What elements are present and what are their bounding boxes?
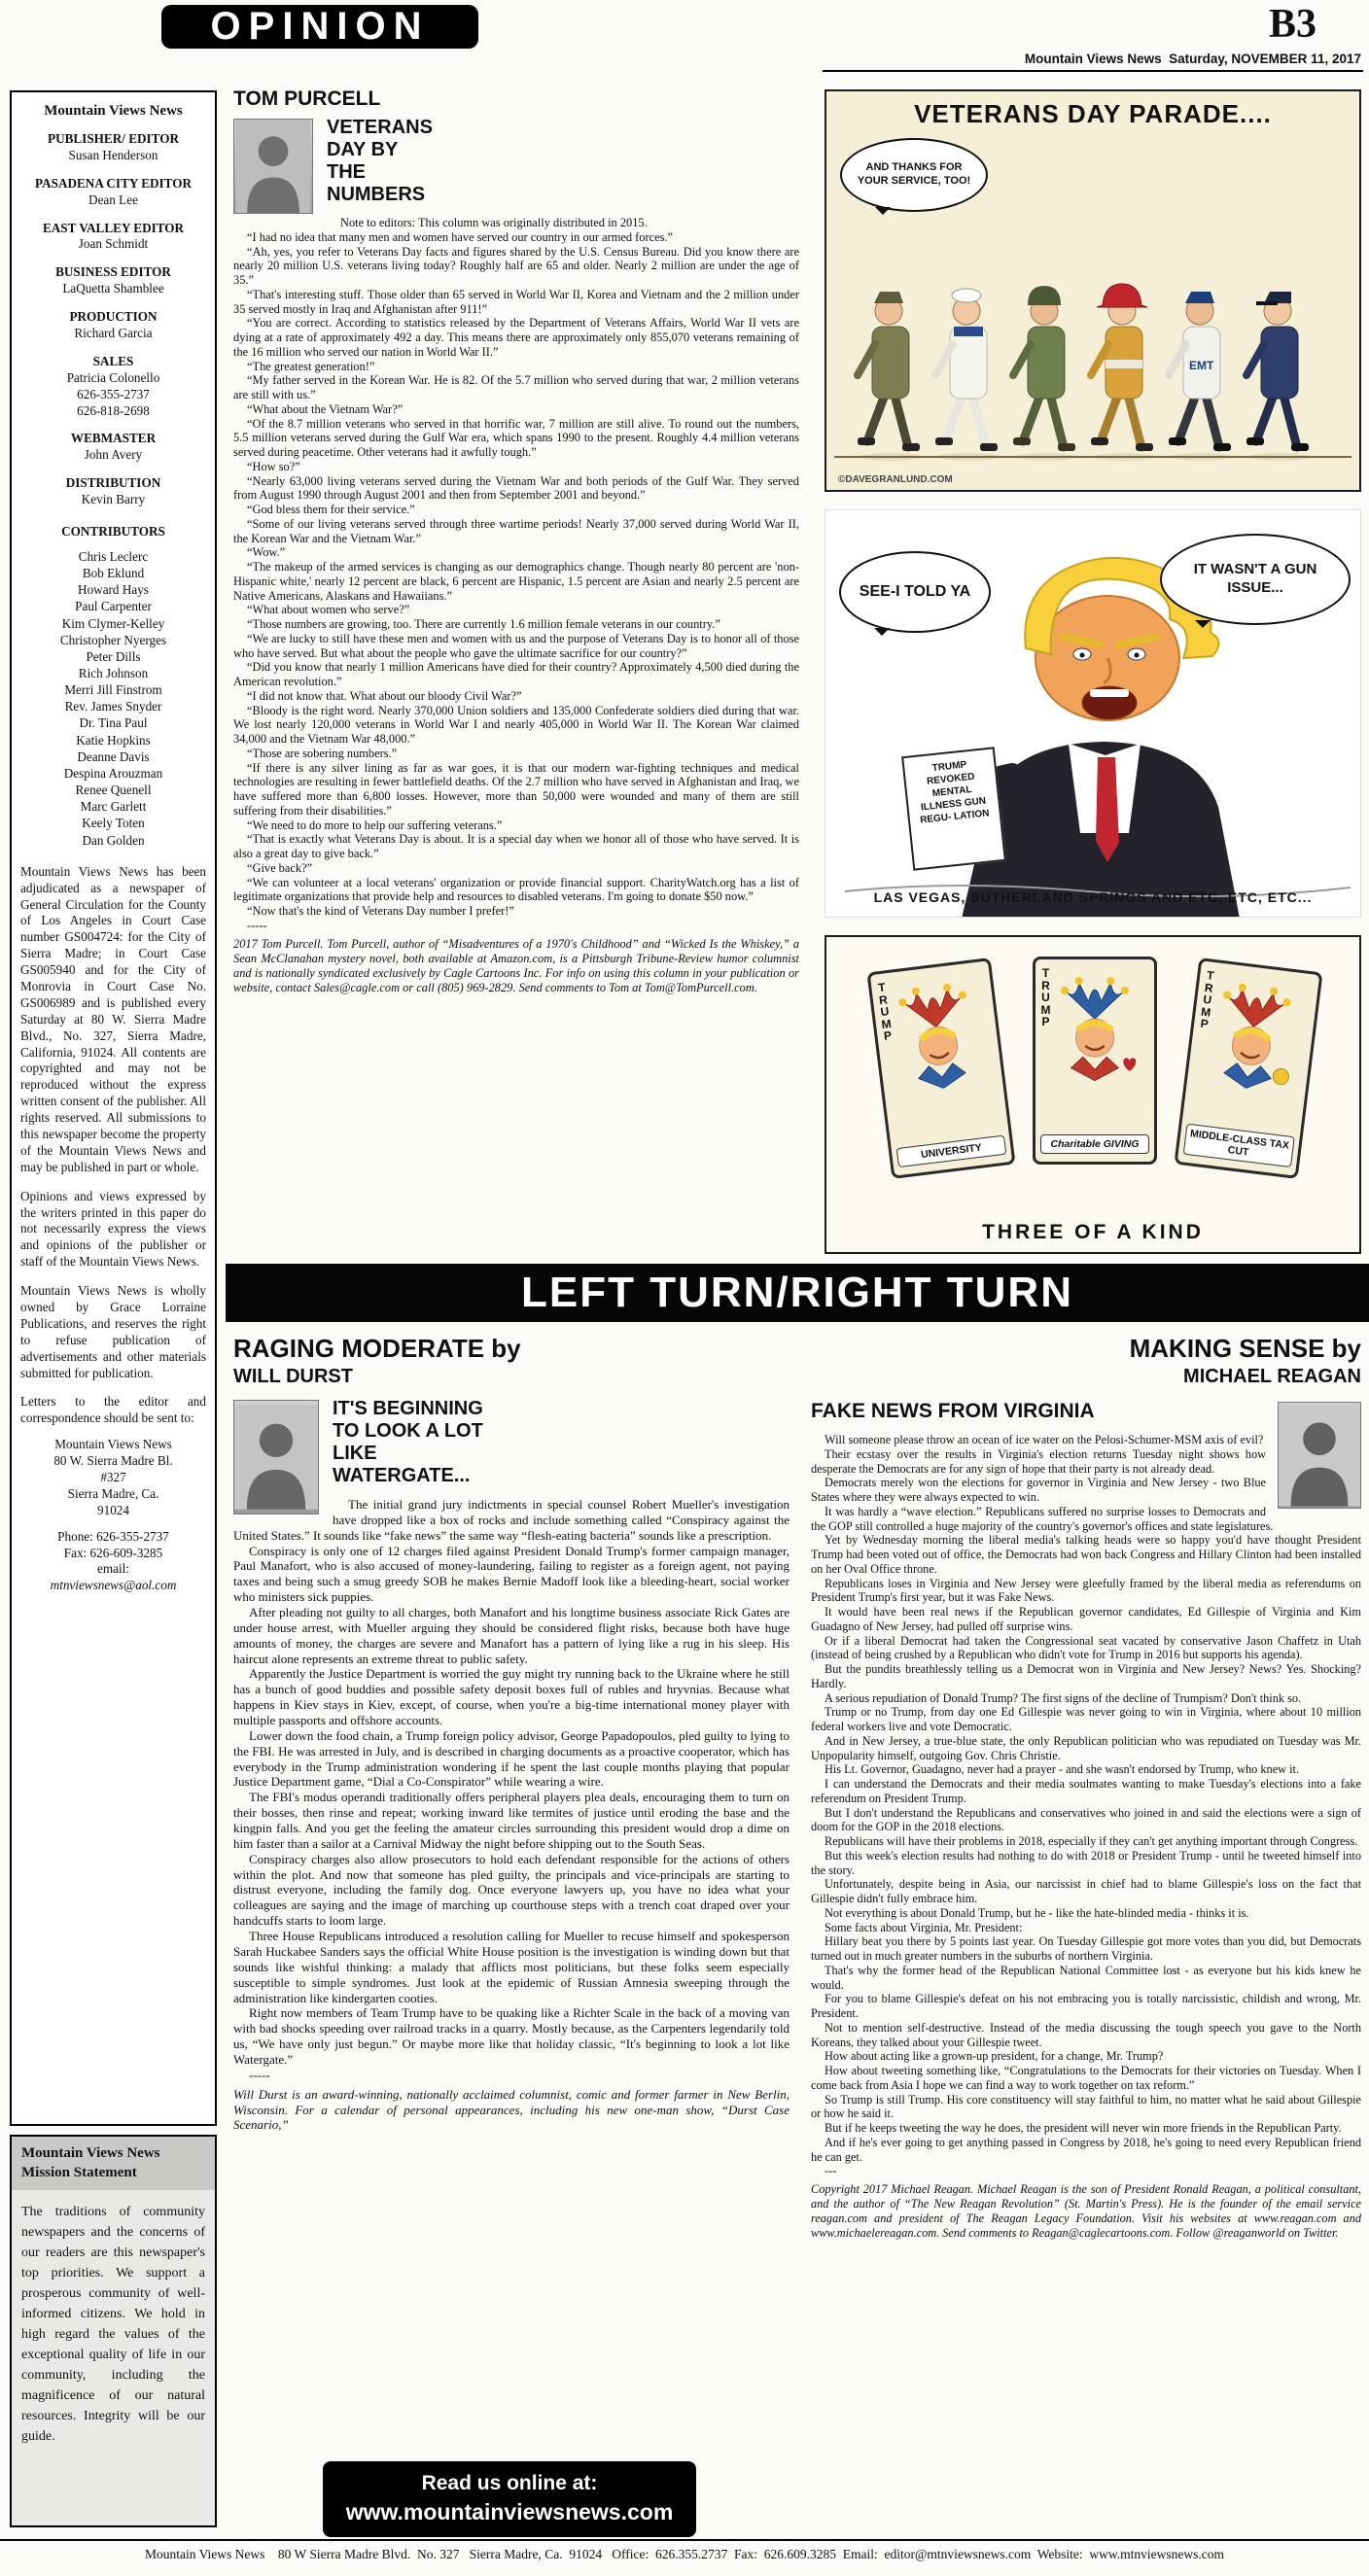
article-paragraph: Not to mention self-destructive. Instead of the media discussing the tough speech you gave to the North Koreans, they talked about your Gillespie tweet.	[811, 2020, 1361, 2049]
contributors-heading: CONTRIBUTORS	[61, 524, 165, 540]
card-label: UNIVERSITY	[896, 1135, 1007, 1168]
article-paragraph: “We are lucky to still have these men and women with us and the purpose of Veterans Day is to honor all of those who have served. But what about the people who gave the ultimate sacrifice for our country?”	[233, 631, 799, 660]
card-label: Charitable GIVING	[1040, 1134, 1149, 1154]
online-promo-label: Read us online at:	[421, 2472, 598, 2494]
opinion-section-banner: OPINION	[161, 5, 478, 49]
contributor-name: Rev. James Snyder	[64, 699, 162, 714]
staff-names	[20, 370, 206, 420]
article-paragraph: “We need to do more to help our suffering veterans.”	[247, 818, 503, 832]
parade-caption: VETERANS DAY PARADE....	[914, 99, 1272, 128]
article-paragraph: “That's interesting stuff. Those older than 65 served in World War II, Korea and Vietnam and the 2 million under 35 served mostly in Iraq and Afghanistan after 911!”	[233, 287, 799, 316]
article-paragraph: “My father served in the Korean War. He is 82. Of the 5.7 million who served during that war, 2 million veterans are still with us.”	[233, 373, 799, 401]
staff-name: Susan Henderson	[68, 147, 158, 162]
durst-bio: Will Durst is an award-winning, nationally acclaimed columnist, comic and former farmer in New Berlin, Wisconsin. For a calendar of personal appearances, including his new one-man show, “Durst Case Scenario,”	[233, 2086, 790, 2133]
article-paragraph: Hillary beat you there by 5 points last year. On Tuesday Gillespie got more votes than you did, but Democrats turned out in much greater numbers in the suburbs of northern Virginia.	[811, 1934, 1361, 1964]
purcell-headshot	[233, 119, 313, 214]
reagan-headshot	[1278, 1402, 1361, 1509]
page-footer: Mountain Views News 80 W Sierra Madre Blvd. No. 327 Sierra Madre, Ca. 91024 Office: 626.355.2737 Fax: 626.609.3285 Email: editor@mtnviewsnews.com Website: www.mtnviewsnews.com	[144, 2547, 1224, 2561]
headshot-silhouette	[234, 120, 312, 213]
trump-speech-bubble-right: IT WASN'T A GUN ISSUE...	[1160, 534, 1351, 625]
article-paragraph: “How so?”	[247, 459, 300, 473]
cartoonist-signature: ©DAVEGRANLUND.COM	[838, 474, 953, 485]
card-trump-word: TRUMP	[877, 980, 893, 1044]
headshot-silhouette	[234, 1401, 318, 1514]
read-online-promo	[323, 2461, 696, 2537]
staff-role: EAST VALLEY EDITOR	[42, 220, 185, 235]
trump-speech-bubble-left: SEE-I TOLD YA	[839, 551, 991, 633]
contributor-name: Chris Leclerc	[78, 548, 149, 564]
staff-name: Kevin Barry	[81, 492, 146, 507]
page-number: B3	[1268, 2, 1316, 47]
purcell-column	[233, 87, 799, 1260]
joker-card-charitable-giving	[1033, 957, 1157, 1165]
mission-statement-box	[10, 2135, 217, 2527]
article-paragraph: After pleading not guilty to all charges, both Manafort and his longtime business associate Rick Gates are under house arrest, with Mueller arguing they should be considered flight risks, because both have huge amounts of money, the charges are severe and Manafort has a pattern of lying like a rug in his sleep. His haircut alone represents an extreme threat to public safety.	[233, 1605, 790, 1666]
police-figure	[1246, 292, 1309, 451]
masthead-sidebar	[10, 90, 217, 2126]
staff-name: Patricia Colonello	[66, 369, 160, 385]
article-paragraph: But the pundits breathlessly telling us a Democrat won in Virginia and New Jersey? News? Yes. Shocking? Hardly.	[811, 1662, 1361, 1690]
reagan-column-name: MAKING SENSE by	[1129, 1334, 1361, 1363]
footer-rule	[0, 2539, 1369, 2541]
letters-note: Letters to the editor and correspondence should be sent to:	[20, 1394, 206, 1426]
emt-label: EMT	[1189, 359, 1214, 372]
article-paragraph: “That is exactly what Veterans Day is about. It is a special day when we honor all of those who have served. It is also a great day to give back.”	[233, 832, 799, 860]
article-paragraph: Some facts about Virginia, Mr. President:	[825, 1920, 1023, 1934]
mission-body: The traditions of community newspapers and the concerns of our readers are this newspaper's top priorities. We support a prosperous community of well-informed citizens. We hold in high regard the values of the exceptional quality of life in our community, including the magnificence of our natural resources. Integrity will be our guide.	[21, 2205, 205, 2444]
staff-role: PUBLISHER/ EDITOR	[48, 131, 179, 146]
article-paragraph: “The makeup of the armed services is changing as our demographics change. Though nearly 80 percent are 'non-Hispanic white,' nearly 12 percent are black, 6 percent are Hispanic, 1.5 percent are Asian and nearly 2.5 percent are Native Americans, Alaskans and Hawaiians.”	[233, 560, 799, 603]
parade-figures	[826, 231, 1359, 469]
card-label: MIDDLE-CLASS TAX CUT	[1183, 1124, 1295, 1168]
contact-info	[20, 1529, 206, 1595]
durst-headline: IT'S BEGINNING TO LOOK A LOT LIKE WATERGATE...	[333, 1398, 483, 1486]
staff-name: Dean Lee	[88, 191, 138, 207]
staff-names	[20, 492, 206, 508]
staff-names	[20, 236, 206, 253]
contributor-name: Dan Golden	[82, 832, 145, 848]
contributor-name: Katie Hopkins	[76, 732, 151, 748]
contributor-name: Rich Johnson	[78, 666, 149, 681]
article-paragraph: “Nearly 63,000 living veterans served during the Vietnam War and both periods of the Gulf War. They served from August 1990 through August 2001 and then from September 2001 and beyond.”	[233, 473, 799, 503]
article-paragraph: That's why the former head of the Republican National Committee lost - as everyone but his kids knew he would.	[811, 1963, 1361, 1992]
three-of-a-kind-caption: THREE OF A KIND	[982, 1221, 1204, 1243]
purcell-bio: 2017 Tom Purcell. Tom Purcell, author of “Misadventures of a 1970's Childhood” and “Wicked Is the Whiskey,” a Sean McClanahan mystery novel, both available at Amazon.com, is a Pittsburgh Tribune-Review humor columnist and is nationally syndicated exclusively by Cagle Cartoons Inc. For info on using this column in your publication or website, contact Sales@cagle.com or call (805) 969-2829. Send comments to Tom at Tom@TomPurcell.com.	[233, 936, 799, 994]
staff-east-valley-editor	[20, 221, 206, 254]
article-paragraph: But if he keeps tweeting the way he does, the president will never win more friends in the Republican Party.	[825, 2121, 1342, 2136]
staff-role: SALES	[92, 353, 134, 368]
contributor-name: Despina Arouzman	[63, 765, 163, 781]
left-turn-right-turn-banner: LEFT TURN/RIGHT TURN	[226, 1264, 1369, 1322]
article-paragraph: Lower down the food chain, a Trump foreign policy advisor, George Papadopoulos, pled guilty to lying to the FBI. He was arrested in July, and is described in charging documents as a proactive cooperator, which has everybody in the Trump administration wondering if he spent the last couple months playing that popular Justice Department game, “Dial a Co-Conspirator” while wearing a wire.	[233, 1727, 790, 1790]
article-paragraph: For you to blame Gillespie's defeat on his not embracing you is totally narcissistic, childish and wrong, Mr. President.	[811, 1992, 1361, 2021]
contributor-name: Keely Toten	[82, 816, 145, 831]
article-paragraph: I can understand the Democrats and their media soulmates wanting to make Tuesday's elections into a fake referendum on President Trump.	[811, 1777, 1361, 1805]
sailor-figure	[935, 289, 998, 451]
article-paragraph: How about acting like a grown-up president, for a change, Mr. Trump?	[825, 2049, 1164, 2064]
article-paragraph: “Those are sobering numbers.”	[247, 746, 398, 760]
staff-sales	[20, 354, 206, 420]
mission-title: Mountain Views News Mission Statement	[12, 2137, 215, 2190]
staff-names	[20, 148, 206, 164]
reagan-bio: Copyright 2017 Michael Reagan. Michael Reagan is the son of President Ronald Reagan, a political consultant, and the author of “The New Reagan Revolution” (St. Martin's Press). He is the founder of the email service reagan.com and president of The Reagan Legacy Foundation. Visit his websites at www.reagan.com and www.michaelereagan.com. Send comments to Reagan@caglecartoons.com. Follow @reaganworld on Twitter.	[811, 2182, 1361, 2241]
article-paragraph: Or if a liberal Democrat had taken the Congressional seat vacated by conservative Jason Chaffetz in Utah (instead of being crushed by a Republican who didn't vote for Trump in 2016 but supports his agenda).	[811, 1633, 1361, 1662]
email-label: email:	[97, 1561, 129, 1577]
email-address: mtnviewsnews@aol.com	[50, 1578, 177, 1593]
article-paragraph: So Trump is still Trump. His core constituency will stay faithful to him, no matter what he said about Gillespie or how he said it.	[811, 2092, 1361, 2121]
purcell-byline: TOM PURCELL	[233, 87, 381, 110]
article-paragraph: Apparently the Justice Department is worried the guy might try running back to the Ukraine where he still has a bunch of good buddies and possible safety deposit boxes full of rubles and hryvnias. Because what happens in Kiev stays in Kiev, except, of course, when you're a big-time international money player with multiple passports and offshore accounts.	[233, 1666, 790, 1728]
article-paragraph: “Give back?”	[247, 860, 313, 875]
article-paragraph: But I don't understand the Republicans and conservatives who joined in and said the elections were a sign of doom for the GOP in the 2018 elections.	[811, 1805, 1361, 1834]
article-paragraph: “I had no idea that many men and women have served our country in our armed forces.”	[247, 229, 673, 244]
address-line: #327	[100, 1470, 126, 1485]
article-paragraph: “Did you know that nearly 1 million Americans have died for their country? Approximately 4,500 died during the American revolution.”	[233, 660, 799, 688]
staff-names	[20, 281, 206, 297]
address-line: Sierra Madre, Ca.	[67, 1485, 159, 1501]
staff-business-editor	[20, 264, 206, 297]
staff-name: John Avery	[84, 447, 143, 463]
masthead-title: Mountain Views News	[44, 103, 183, 119]
staff-production	[20, 309, 206, 342]
headshot-silhouette	[1279, 1403, 1360, 1508]
article-paragraph: “I did not know that. What about our bloody Civil War?”	[247, 688, 522, 703]
joker-card-tax-cut	[1174, 957, 1322, 1179]
contributor-name: Howard Hays	[78, 582, 149, 598]
article-paragraph: “Ah, yes, you refer to Veterans Day facts and figures shared by the U.S. Census Bureau. Did you know there are nearly 20 million U.S. veterans living today? Roughly half are 65 and older. Nearly 2 million are under the age of 35.”	[233, 244, 799, 287]
soldier-figure	[1013, 286, 1075, 451]
article-paragraph: Three House Republicans introduced a resolution calling for Mueller to recuse himself and spokesperson Sarah Huckabee Sanders says the official White House position is the investigation is winding down but that sounds like wishful thinking: a malady that afflicts most politicians, but these folks seem especially susceptible to simple syndromes. Just look at the epidemic of Russian Amnesia sweeping through the administration like kindergarten cooties.	[233, 1929, 790, 2005]
article-paragraph: How about tweeting something like, “Congratulations to the Democrats for their victories on Tuesday. When I come back from Asia I hope we can find a way to work together on tax reform.”	[811, 2064, 1361, 2092]
purcell-body	[233, 216, 799, 933]
article-paragraph: Conspiracy charges also allow prosecutors to hold each defendant responsible for the actions of others within the plot. And now that someone has pled guilty, the principals and vice-principals are starting to distrust everyone, including the family dog. Once everyone lawyers up, you have no idea what your colleagues are saying and the image of marching up courthouse steps with a trench coat draped over your handcuffs starts to loom large.	[233, 1851, 790, 1929]
card-trump-word: TRUMP	[1040, 966, 1051, 1029]
article-paragraph: -----	[249, 2067, 270, 2082]
contributors-list	[20, 548, 206, 849]
staff-distribution	[20, 475, 206, 508]
contributor-name: Christopher Nyerges	[59, 632, 167, 647]
contributor-name: Paul Carpenter	[75, 599, 152, 614]
article-paragraph: But this week's election results had nothing to do with 2018 or President Trump - until he tweeted himself into the story.	[811, 1848, 1361, 1877]
revoked-regulation-paper: TRUMP REVOKED MENTAL ILLNESS GUN REGU- LATION	[901, 747, 1006, 870]
staff-webmaster	[20, 431, 206, 464]
mailing-address	[20, 1437, 206, 1518]
article-paragraph: “We can volunteer at a local veterans' organization or provide financial support. CharityWatch.org has a list of legitimate organizations that provide help and resources to disabled veterans. I'm going to donate $50 now.”	[233, 875, 799, 904]
contributor-name: Peter Dills	[86, 648, 141, 664]
article-paragraph: Will someone please throw an ocean of ice water on the Pelosi-Schumer-MSM axis of evil?	[825, 1433, 1264, 1447]
article-paragraph: And in New Jersey, a true-blue state, the only Republican politician who was repudiated on Tuesday was Mr. Unpopularity himself, outgoing Gov. Chris Christie.	[811, 1733, 1361, 1762]
cartoon-veterans-parade	[825, 89, 1361, 492]
firefighter-figure	[1091, 284, 1153, 451]
article-paragraph: It would have been real news if the Republican governor candidates, Ed Gillespie of Virginia and Kim Guadagno of New Jersey, had pulled off surprise wins.	[811, 1605, 1361, 1633]
article-paragraph: -----	[247, 918, 267, 932]
contributor-name: Marc Garlett	[80, 799, 147, 815]
durst-column	[233, 1334, 790, 2454]
article-paragraph: “Some of our living veterans served through three wartime periods! Nearly 37,000 served during World War II, the Korean War and the Vietnam War.”	[233, 516, 799, 545]
article-paragraph: “God bless them for their service.”	[247, 503, 415, 516]
article-paragraph: Not everything is about Donald Trump, but he - like the hate-blinded media - thinks it is.	[825, 1905, 1249, 1920]
gun-cartoon-caption: LAS VEGAS, SUTHERLAND SPRINGS AND ETC, ETC, ETC...	[873, 889, 1313, 905]
article-paragraph: Republicans will have their problems in 2018, especially if they can't get anything important through Congress.	[825, 1834, 1358, 1849]
article-paragraph: “Of the 8.7 million veterans who served in that horrific war, 7 million are still alive. To round out the numbers, 5.5 million veterans served during the Gulf War era, which spans 1990 to the present. Roughly 4.4 million veterans served during peacetime. Other veterans had it awfully tough.”	[233, 416, 799, 459]
staff-role: BUSINESS EDITOR	[55, 264, 171, 280]
article-paragraph: “Bloody is the right word. Nearly 370,000 Union soldiers and 135,000 Confederate soldiers died during that war. We lost nearly 120,000 veterans in World War I and nearly 405,000 in World War II. The Korean War claimed 34,000 and the Vietnam War 48,000.”	[233, 703, 799, 746]
article-paragraph: Trump or no Trump, from day one Ed Gillespie was never going to win in Virginia, where about 10 million federal workers live and vote Democratic.	[811, 1705, 1361, 1734]
article-paragraph: “The greatest generation!”	[247, 359, 375, 373]
staff-role: PASADENA CITY EDITOR	[35, 175, 192, 191]
article-paragraph: “If there is any silver lining as far as war goes, it is that our modern war-fighting techniques and medical technologies are resulting in fewer battlefield deaths. Of the 2.7 million who have served in Afghanistan and Iraq, we have suffered more than 6,800 losses. However, more than 50,000 were wounded and many of them are still suffering from their disabilities.”	[233, 760, 799, 818]
article-paragraph: Right now members of Team Trump have to be quaking like a Richter Scale in the back of a moving van with bad shocks speeding over railroad tracks in a quarry. Mostly because, as the Carpenters legendarily told us, “We have only just begun.” Or maybe more like that holiday classic, “It's beginning to look a lot like Watergate.”	[233, 2005, 790, 2067]
reagan-body	[811, 1433, 1361, 2178]
joker-figure	[883, 976, 992, 1105]
staff-names	[20, 447, 206, 464]
durst-headshot	[233, 1400, 319, 1514]
dateline: Mountain Views News Saturday, NOVEMBER 11, 2017	[1024, 52, 1361, 66]
article-paragraph: “You are correct. According to statistics released by the Department of Veterans Affairs, World War II vets are dying at a rate of approximately 492 a day. This means there are approximately only 855,070 veterans remaining of the 16 million who served our nation in World War II.”	[233, 316, 799, 359]
article-paragraph: “Wow.”	[247, 545, 286, 560]
article-paragraph: ---	[825, 2164, 837, 2178]
address-line: Mountain Views News	[54, 1437, 172, 1452]
veteran-figure	[858, 292, 920, 451]
article-paragraph: The FBI's modus operandi traditionally offers peripheral players plea deals, encouraging them to turn on their bosses, then rinse and repeat; working inward like termites of justice until eroding the base and the kingpin falls. And you get the feeling the amateur circles surrounding this president would drop a dime on him faster than a sailor at a Carnival Midway the night before shipping out to the South Seas.	[233, 1790, 790, 1851]
staff-role: WEBMASTER	[70, 431, 157, 446]
article-paragraph: Democrats merely won the elections for governor in Virginia and New Jersey - two Blue States where they were always expected to win.	[811, 1476, 1266, 1505]
article-paragraph: “Now that's the kind of Veterans Day number I prefer!”	[247, 904, 514, 918]
article-paragraph: And if he's ever going to get anything passed in Congress by 2018, he's going to need every Republican friend he can get.	[811, 2135, 1361, 2164]
contributor-name: Bob Eklund	[82, 566, 145, 581]
joker-figure	[1047, 973, 1142, 1092]
contributor-name: Kim Clymer-Kelley	[61, 615, 165, 631]
staff-role: DISTRIBUTION	[65, 475, 161, 491]
cartoon-three-of-a-kind	[825, 935, 1361, 1254]
legal-paragraph: Opinions and views expressed by the writers printed in this paper do not necessarily express the views and opinions of the publisher or staff of the Mountain Views News.	[20, 1188, 206, 1270]
contributor-name: Deanne Davis	[77, 748, 150, 764]
durst-column-name: RAGING MODERATE by	[233, 1334, 521, 1363]
staff-name: Richard Garcia	[74, 326, 153, 341]
article-paragraph: Note to editors: This column was originally distributed in 2015.	[340, 216, 648, 229]
staff-pasadena-editor	[20, 176, 206, 209]
durst-author: WILL DURST	[233, 1366, 353, 1387]
fax-number: Fax: 626-609-3285	[63, 1545, 163, 1560]
address-line: 91024	[97, 1502, 129, 1517]
staff-role: PRODUCTION	[69, 309, 158, 325]
article-paragraph: It was hardly a “wave election.” Republicans suffered no surprise losses to Democrats and the GOP still controlled a huge majority of the country's governor's offices and state legislatures.	[811, 1504, 1274, 1533]
staff-names	[20, 192, 206, 209]
staff-name: 626-818-2698	[77, 402, 150, 418]
legal-paragraph: Mountain Views News has been adjudicated as a newspaper of General Circulation for the County of Los Angeles in Court Case number GS004724: for the City of Sierra Madre; in Court Case GS005940 and for the City of Monrovia in Court Case No. GS006989 and is published every Saturday at 80 W. Sierra Madre Blvd., No. 327, Sierra Madre, California, 91024. All contents are copyrighted and may not be reproduced without the express written consent of the publisher. All rights reserved. All submissions to this newspaper become the property of the Mountain Views News and may be published in part or whole.	[20, 863, 206, 1174]
legal-notices	[20, 864, 206, 1382]
article-paragraph: A serious repudiation of Donald Trump? The first signs of the decline of Trumpism? Don't think so.	[825, 1690, 1302, 1705]
header-rule	[823, 70, 1363, 72]
cartoon-gun-issue	[825, 509, 1361, 918]
contributor-name: Merri Jill Finstrom	[64, 682, 162, 698]
staff-publisher	[20, 131, 206, 164]
reagan-headline: FAKE NEWS FROM VIRGINIA	[811, 1400, 1095, 1422]
parade-speech-bubble: AND THANKS FOR YOUR SERVICE, TOO!	[840, 138, 988, 212]
staff-name: Joan Schmidt	[78, 236, 149, 252]
legal-paragraph: Mountain Views News is wholly owned by Grace Lorraine Publications, and reserves the right to refuse publication of advertisements and other materials submitted for publication.	[20, 1283, 206, 1380]
durst-body	[233, 1497, 790, 2083]
online-promo-url: www.mountainviewsnews.com	[345, 2499, 674, 2524]
article-paragraph: Conspiracy is only one of 12 charges filed against President Donald Trump's former campaign manager, Paul Manafort, who is also accused of money-laundering, failing to register as a foreign agent, not paying taxes and being such a smug greedy SOB he makes Bernie Madoff look like a bleeding-heart, social worker who ministers sick puppies.	[233, 1543, 790, 1605]
article-paragraph: “What about women who serve?”	[247, 603, 410, 617]
contributor-name: Renee Quenell	[75, 783, 152, 798]
emt-figure	[1169, 292, 1231, 451]
phone-number: Phone: 626-355-2737	[57, 1528, 169, 1544]
contributor-name: Dr. Tina Paul	[79, 715, 148, 731]
article-paragraph: “What about the Vietnam War?”	[247, 401, 404, 416]
article-paragraph: Republicans loses in Virginia and New Jersey were gleefully framed by the liberal media as referendums on President Trump's first year, but it was Fake News.	[811, 1576, 1361, 1605]
article-paragraph: The initial grand jury indictments in special counsel Robert Mueller's investigation have dropped like a box of rocks and include something called “Conspiracy against the United States.” It sounds like “fake news” the same way “flesh-eating bacteria” sounds like a prescription.	[233, 1497, 790, 1543]
card-trump-word: TRUMP	[1199, 968, 1215, 1031]
article-paragraph: His Lt. Governor, Guadagno, never had a prayer - and she wasn't endorsed by Trump, who knew it.	[825, 1762, 1300, 1777]
article-paragraph: Their ecstasy over the results in Virginia's election returns Tuesday night shows how desperate the Democrats are for any sign of hope that their party is not already dead.	[811, 1446, 1266, 1476]
article-paragraph: “Those numbers are growing, too. There are currently 1.6 million female veterans in our country.”	[247, 617, 720, 631]
staff-name: LaQuetta Shamblee	[62, 281, 164, 296]
address-line: 80 W. Sierra Madre Bl.	[53, 1453, 173, 1469]
purcell-headline: VETERANS DAY BY THE NUMBERS	[327, 117, 433, 205]
reagan-column	[811, 1334, 1361, 2527]
reagan-author: MICHAEL REAGAN	[1183, 1366, 1361, 1387]
staff-name: 626-355-2737	[77, 386, 150, 401]
article-paragraph: Yet by Wednesday morning the liberal media's talking heads were so happy you'd have thought President Trump had been voted out of office, the Democrats had won back Congress and Hillary Clinton had been installed on her Oval Office throne.	[811, 1533, 1361, 1576]
article-paragraph: Unfortunately, despite being in Asia, our narcissist in chief had to blame Gillespie's loss on the fact that Gillespie didn't fully embrace him.	[811, 1877, 1361, 1906]
joker-card-university	[866, 957, 1015, 1179]
staff-names	[20, 326, 206, 342]
